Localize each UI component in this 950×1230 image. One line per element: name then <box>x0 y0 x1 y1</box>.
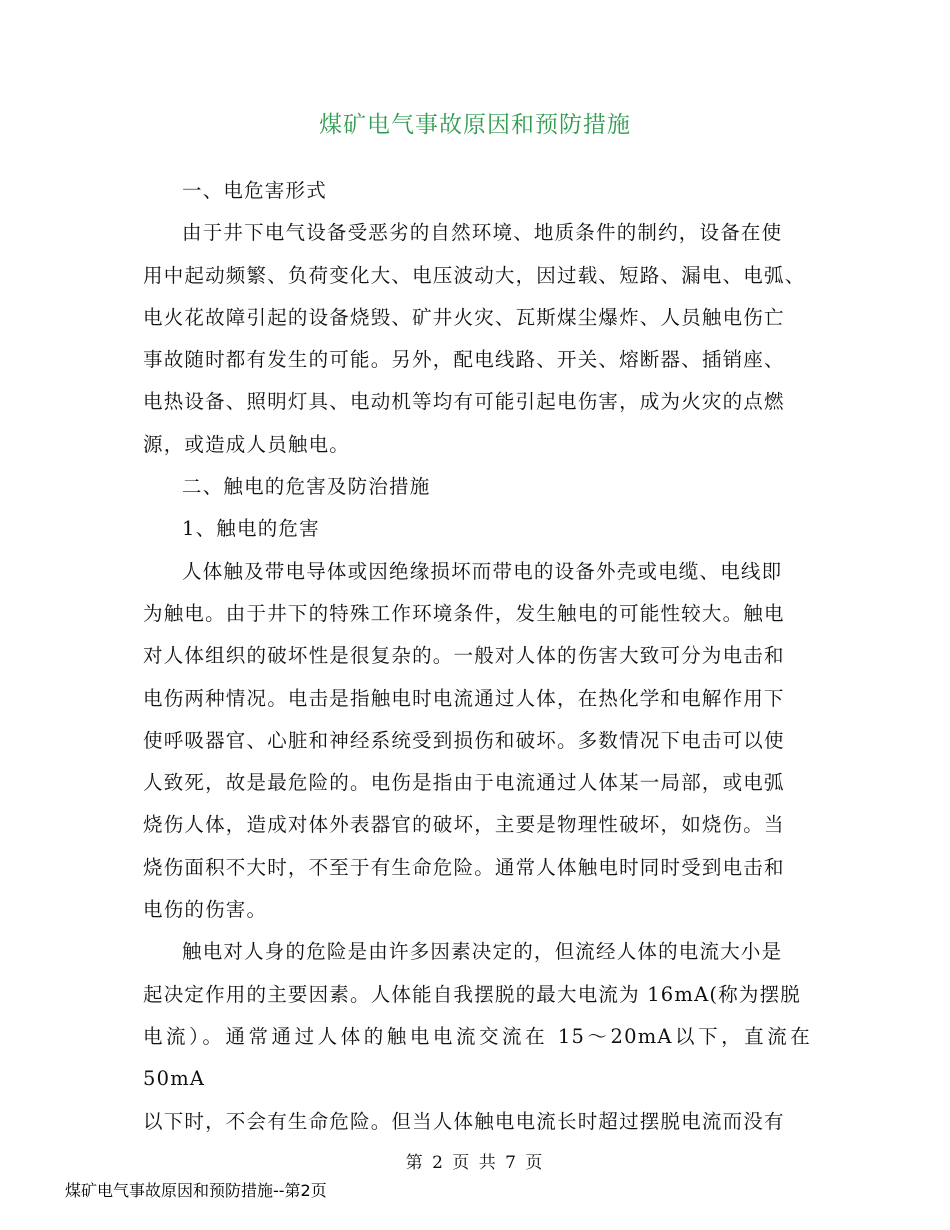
paragraph-line: 人体触及带电导体或因绝缘损坏而带电的设备外壳或电缆、电线即 <box>182 559 783 583</box>
paragraph-line: 电热设备、照明灯具、电动机等均有可能引起电伤害，成为火灾的点燃 <box>143 390 785 414</box>
paragraph <box>143 551 811 932</box>
paragraph-line: 对人体组织的破坏性是很复杂的。一般对人体的伤害大致可分为电击和 <box>143 644 785 668</box>
paragraph-line: 为触电。由于井下的特殊工作环境条件，发生触电的可能性较大。触电 <box>143 601 785 625</box>
paragraph <box>143 931 811 1142</box>
paragraph-line: 电火花故障引起的设备烧毁、矿井火灾、瓦斯煤尘爆炸、人员触电伤亡 <box>143 305 785 329</box>
paragraph-line: 起决定作用的主要因素。人体能自我摆脱的最大电流为 16mA(称为摆脱 <box>143 982 801 1006</box>
paragraph-line: 触电对人身的危险是由许多因素决定的，但流经人体的电流大小是 <box>182 940 783 964</box>
section-heading: 二、触电的危害及防治措施 <box>182 475 431 499</box>
paragraph-line: 源，或造成人员触电。 <box>143 432 351 456</box>
paragraph-line: 烧伤人体，造成对体外表器官的破坏，主要是物理性破坏，如烧伤。当 <box>143 813 785 837</box>
document-title: 煤矿电气事故原因和预防措施 <box>319 112 631 138</box>
document-footer-label: 煤矿电气事故原因和预防措施--第2页 <box>65 1181 327 1200</box>
paragraph-line: 人致死，故是最危险的。电伤是指由于电流通过人体某一局部，或电弧 <box>143 771 785 795</box>
paragraph-line: 电流）。通常通过人体的触电电流交流在 15～20mA以下，直流在 50mA <box>143 1024 811 1091</box>
page-indicator: 第 2 页 共 7 页 <box>405 1153 545 1173</box>
document-body <box>143 170 811 1143</box>
paragraph-line: 由于井下电气设备受恶劣的自然环境、地质条件的制约，设备在使 <box>182 221 783 245</box>
paragraph-line: 电伤的伤害。 <box>143 898 268 922</box>
paragraph-line: 使呼吸器官、心脏和神经系统受到损伤和破坏。多数情况下电击可以使 <box>143 728 785 752</box>
paragraph <box>143 212 811 466</box>
paragraph-line: 事故随时都有发生的可能。另外，配电线路、开关、熔断器、插销座、 <box>143 348 785 372</box>
paragraph-line: 烧伤面积不大时，不至于有生命危险。通常人体触电时同时受到电击和 <box>143 855 785 879</box>
paragraph-line: 以下时，不会有生命危险。但当人体触电电流长时超过摆脱电流而没有 <box>143 1109 785 1133</box>
paragraph-line: 电伤两种情况。电击是指触电时电流通过人体，在热化学和电解作用下 <box>143 686 785 710</box>
section-heading: 一、电危害形式 <box>182 179 327 202</box>
subsection-heading: 1、触电的危害 <box>182 517 320 541</box>
paragraph-line: 用中起动频繁、负荷变化大、电压波动大，因过载、短路、漏电、电弧、 <box>143 263 806 287</box>
